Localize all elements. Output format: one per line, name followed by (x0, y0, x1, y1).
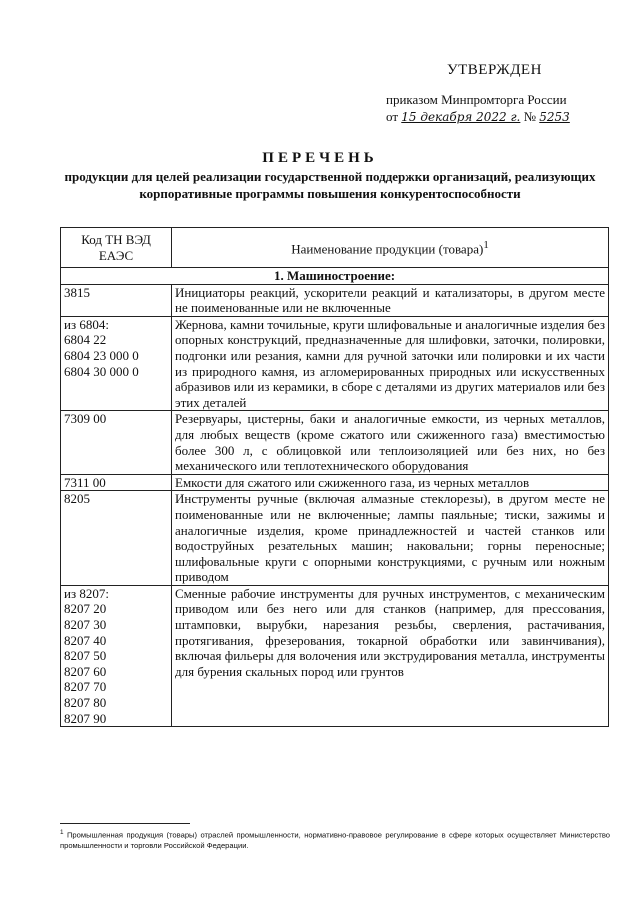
product-name-cell: Инициаторы реакций, ускорители реакций и катализаторы, в другом месте не поименованные или не включенные (172, 284, 609, 316)
footnote-mark: 1 (60, 829, 64, 836)
section-row (61, 268, 609, 285)
tn-ved-code: 8207 30 (64, 617, 107, 633)
tn-ved-code: 8207 50 (64, 648, 107, 664)
tn-ved-code: 8207 20 (64, 601, 107, 617)
handwritten-date: 15 декабря 2022 г. (401, 110, 521, 124)
product-table (60, 227, 609, 727)
tn-ved-code: 8207 40 (64, 632, 107, 648)
header-code: Код ТН ВЭД ЕАЭС (61, 228, 172, 268)
footnote-text: Промышленная продукция (товары) отраслей промышленности, нормативно-правовое регулирование в сфере которых осуществляет Министерство промышленности и торговли Российской Федерации. (60, 830, 610, 850)
product-name-cell: Емкости для сжатого или сжиженного газа, из черных металлов (172, 474, 609, 491)
table-row (61, 585, 609, 726)
tn-ved-code: 8207 90 (64, 710, 107, 726)
document-title: ПЕРЕЧЕНЬ (262, 150, 378, 166)
number-prefix: № (523, 109, 537, 124)
tn-ved-code: 6804 22 (64, 332, 107, 348)
code-cell (61, 411, 172, 474)
product-name-cell: Резервуары, цистерны, баки и аналогичные емкости, из черных металлов, для любых веществ (кроме сжатого или сжиженного газа) вместимостью более 300 л, с облицовкой или теплоизоляцией или без них, но без механического или теплотехнического оборудования (172, 411, 609, 474)
footnote-ref: 1 (483, 239, 489, 252)
tn-ved-code: 7311 00 (64, 474, 106, 490)
table-row (61, 474, 609, 491)
table-row (61, 284, 609, 316)
tn-ved-code: из 6804: (64, 316, 109, 332)
code-cell (61, 284, 172, 316)
footnote (60, 828, 610, 851)
order-line: приказом Минпромторга России (386, 92, 567, 107)
order-reference (386, 91, 570, 126)
code-cell (61, 585, 172, 726)
code-cell (61, 316, 172, 411)
code-cell (61, 491, 172, 586)
table-row (61, 411, 609, 474)
header-name (172, 228, 609, 268)
tn-ved-code: 6804 30 000 0 (64, 363, 139, 379)
tn-ved-code: 8207 80 (64, 695, 107, 711)
tn-ved-code: 3815 (64, 284, 90, 300)
tn-ved-code: 8207 70 (64, 679, 107, 695)
section-title: 1. Машиностроение: (61, 268, 609, 285)
approved-label: УТВЕРЖДЕН (447, 62, 542, 78)
code-cell (61, 474, 172, 491)
tn-ved-code: 7309 00 (64, 411, 107, 427)
tn-ved-code: из 8207: (64, 585, 109, 601)
footnote-divider (60, 823, 190, 824)
tn-ved-code: 8205 (64, 491, 90, 507)
handwritten-number: 5253 (539, 110, 570, 124)
product-name-cell: Инструменты ручные (включая алмазные стеклорезы), в другом месте не поименованные или не включенные; лампы паяльные; тиски, зажимы и аналогичные изделия, кроме принадлежностей и частей станков или водоструйных резательных машин; наковальни; горны переносные; шлифовальные круги с опорными конструкциями, с ручным или ножным приводом (172, 491, 609, 586)
table-row (61, 491, 609, 586)
header-name-label: Наименование продукции (товара) (291, 241, 484, 257)
table-header-row (61, 228, 609, 268)
tn-ved-code: 8207 60 (64, 663, 107, 679)
product-name-cell: Жернова, камни точильные, круги шлифовальные и аналогичные изделия без опорных конструкций, предназначенные для шлифовки, заточки, полировки, подгонки или резания, камни для ручной заточки или полировки и их части из природного камня, из агломерированных природных или искусственных абразивов или из керамики, в сборе с деталями из других материалов или без этих деталей (172, 316, 609, 411)
product-name-cell: Сменные рабочие инструменты для ручных инструментов, с механическим приводом или без него или для станков (например, для прессования, штамповки, вырубки, нарезания резьбы, сверления, растачивания, протягивания, фрезерования, токарной обработки или завинчивания), включая фильеры для волочения или экструдирования металла, инструменты для бурения скальных пород или грунтов (172, 585, 609, 726)
date-prefix: от (386, 109, 399, 124)
tn-ved-code: 6804 23 000 0 (64, 347, 139, 363)
table-row (61, 316, 609, 411)
order-date-line (386, 108, 570, 126)
document-subtitle: продукции для целей реализации государственной поддержки организаций, реализующих корпоративные программы повышения конкурентоспособности (64, 169, 596, 201)
